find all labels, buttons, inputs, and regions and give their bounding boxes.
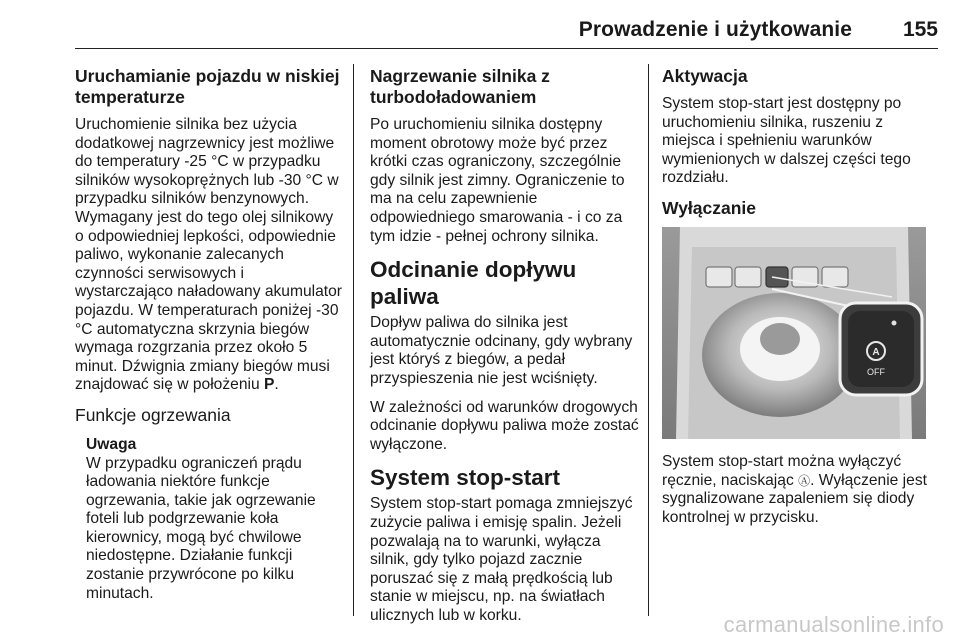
paragraph-stop-start: System stop-start pomaga zmniejszyć zużycie paliwa i emisję spalin. Jeżeli pozwalają na to warunki, wyłącza silnik, gdy tylko pojazd zacznie poruszać się z małą prędkością lub stanie w miejscu, np. na światłach ulicznych lub w korku.: [370, 495, 633, 624]
section-heading-turbo-warmup: Nagrzewanie silnika z turbodoładowaniem: [370, 66, 550, 107]
paragraph-deactivation-text-a: System stop-start można wyłączyć ręcznie, naciskając: [662, 452, 902, 489]
note-box: [86, 436, 343, 603]
chapter-title-stop-start: System stop-start: [370, 465, 561, 491]
stop-start-button-icon: Ⓐ: [798, 473, 811, 488]
section-title-fuel-cutoff: Odcinanie dopływu paliwa: [370, 257, 577, 310]
page-number: 155: [902, 18, 938, 41]
center-console-photo: [662, 227, 926, 439]
paragraph-cold-start: [75, 116, 343, 395]
paragraph-fuel-cutoff-1: Dopływ paliwa do silnika jest automatycznie odcinany, gdy wybrany jest któryś z biegów, a pedał przyspieszenia nie jest wciśnięty.: [370, 314, 633, 387]
gear-position-p: P: [263, 376, 275, 394]
subheading-heating-functions: Funkcje ogrzewania: [75, 404, 231, 425]
note-text: W przypadku ograniczeń prądu ładowania niektóre funkcje ogrzewania, takie jak ogrzewanie foteli lub podgrzewanie koła kierownicy, mogą być chwilowe niedostępne. Działanie funkcji zostanie przywrócone po kilku minutach.: [86, 454, 316, 602]
paragraph-deactivation-text-b: . Wyłączenie jest sygnalizowane zapaleniem się diody kontrolnej w przycisku.: [662, 471, 927, 526]
section-heading-activation: Aktywacja: [662, 66, 748, 86]
photo-button-off-label: OFF: [867, 366, 885, 377]
paragraph-cold-start-text: Uruchomienie silnika bez użycia dodatkowej nagrzewnicy jest możliwe do temperatury -25 °C w przypadku silników wysokoprężnych lub -30 °C w przypadku silników benzynowych. Wymagany jest do tego olej silnikowy o odpowiedniej lepkości, odpowiednie paliwo, wykonanie zalecanych czynności serwisowych i wystarczająco naładowany akumulator pojazdu. W temperaturach poniżej -30 °C automatyczna skrzynia biegów wymaga rozgrzania przez około 5 minut. Dźwignia zmiany biegów musi znajdować się w położeniu: [75, 116, 342, 394]
section-heading-deactivation: Wyłączanie: [662, 197, 757, 218]
paragraph-turbo-warmup: Po uruchomieniu silnika dostępny moment obrotowy może być przez krótki czas ograniczony, szczególnie gdy silnik jest zimny. Ograniczenie to ma na celu zapewnienie odpowiedniego smarowania - i co za tym idzie - pełnej ochrony silnika.: [370, 116, 625, 245]
paragraph-cold-start-end: .: [274, 376, 279, 394]
paragraph-fuel-cutoff-2: W zależności od warunków drogowych odcinanie dopływu paliwa może zostać wyłączone.: [370, 398, 639, 453]
column-1: [75, 66, 343, 603]
column-divider-1: [353, 64, 354, 616]
header-title: Prowadzenie i użytkowanie: [578, 18, 852, 41]
column-3: [662, 66, 938, 537]
section-heading-cold-start: Uruchamianie pojazdu w niskiej temperaturze: [75, 66, 340, 107]
column-divider-2: [648, 64, 649, 616]
page-header: [0, 0, 960, 50]
paragraph-deactivation: [662, 453, 938, 527]
column-2: [370, 66, 640, 635]
paragraph-activation: System stop-start jest dostępny po uruchomieniu silnika, ruszeniu z miejsca i spełnieniu warunków wymienionych w dalszej części tego rozdziału.: [662, 95, 911, 187]
header-rule: [75, 48, 938, 49]
svg-text:A: A: [872, 346, 880, 358]
watermark: carmanualsonline.info: [723, 612, 944, 637]
note-title: Uwaga: [86, 435, 137, 453]
